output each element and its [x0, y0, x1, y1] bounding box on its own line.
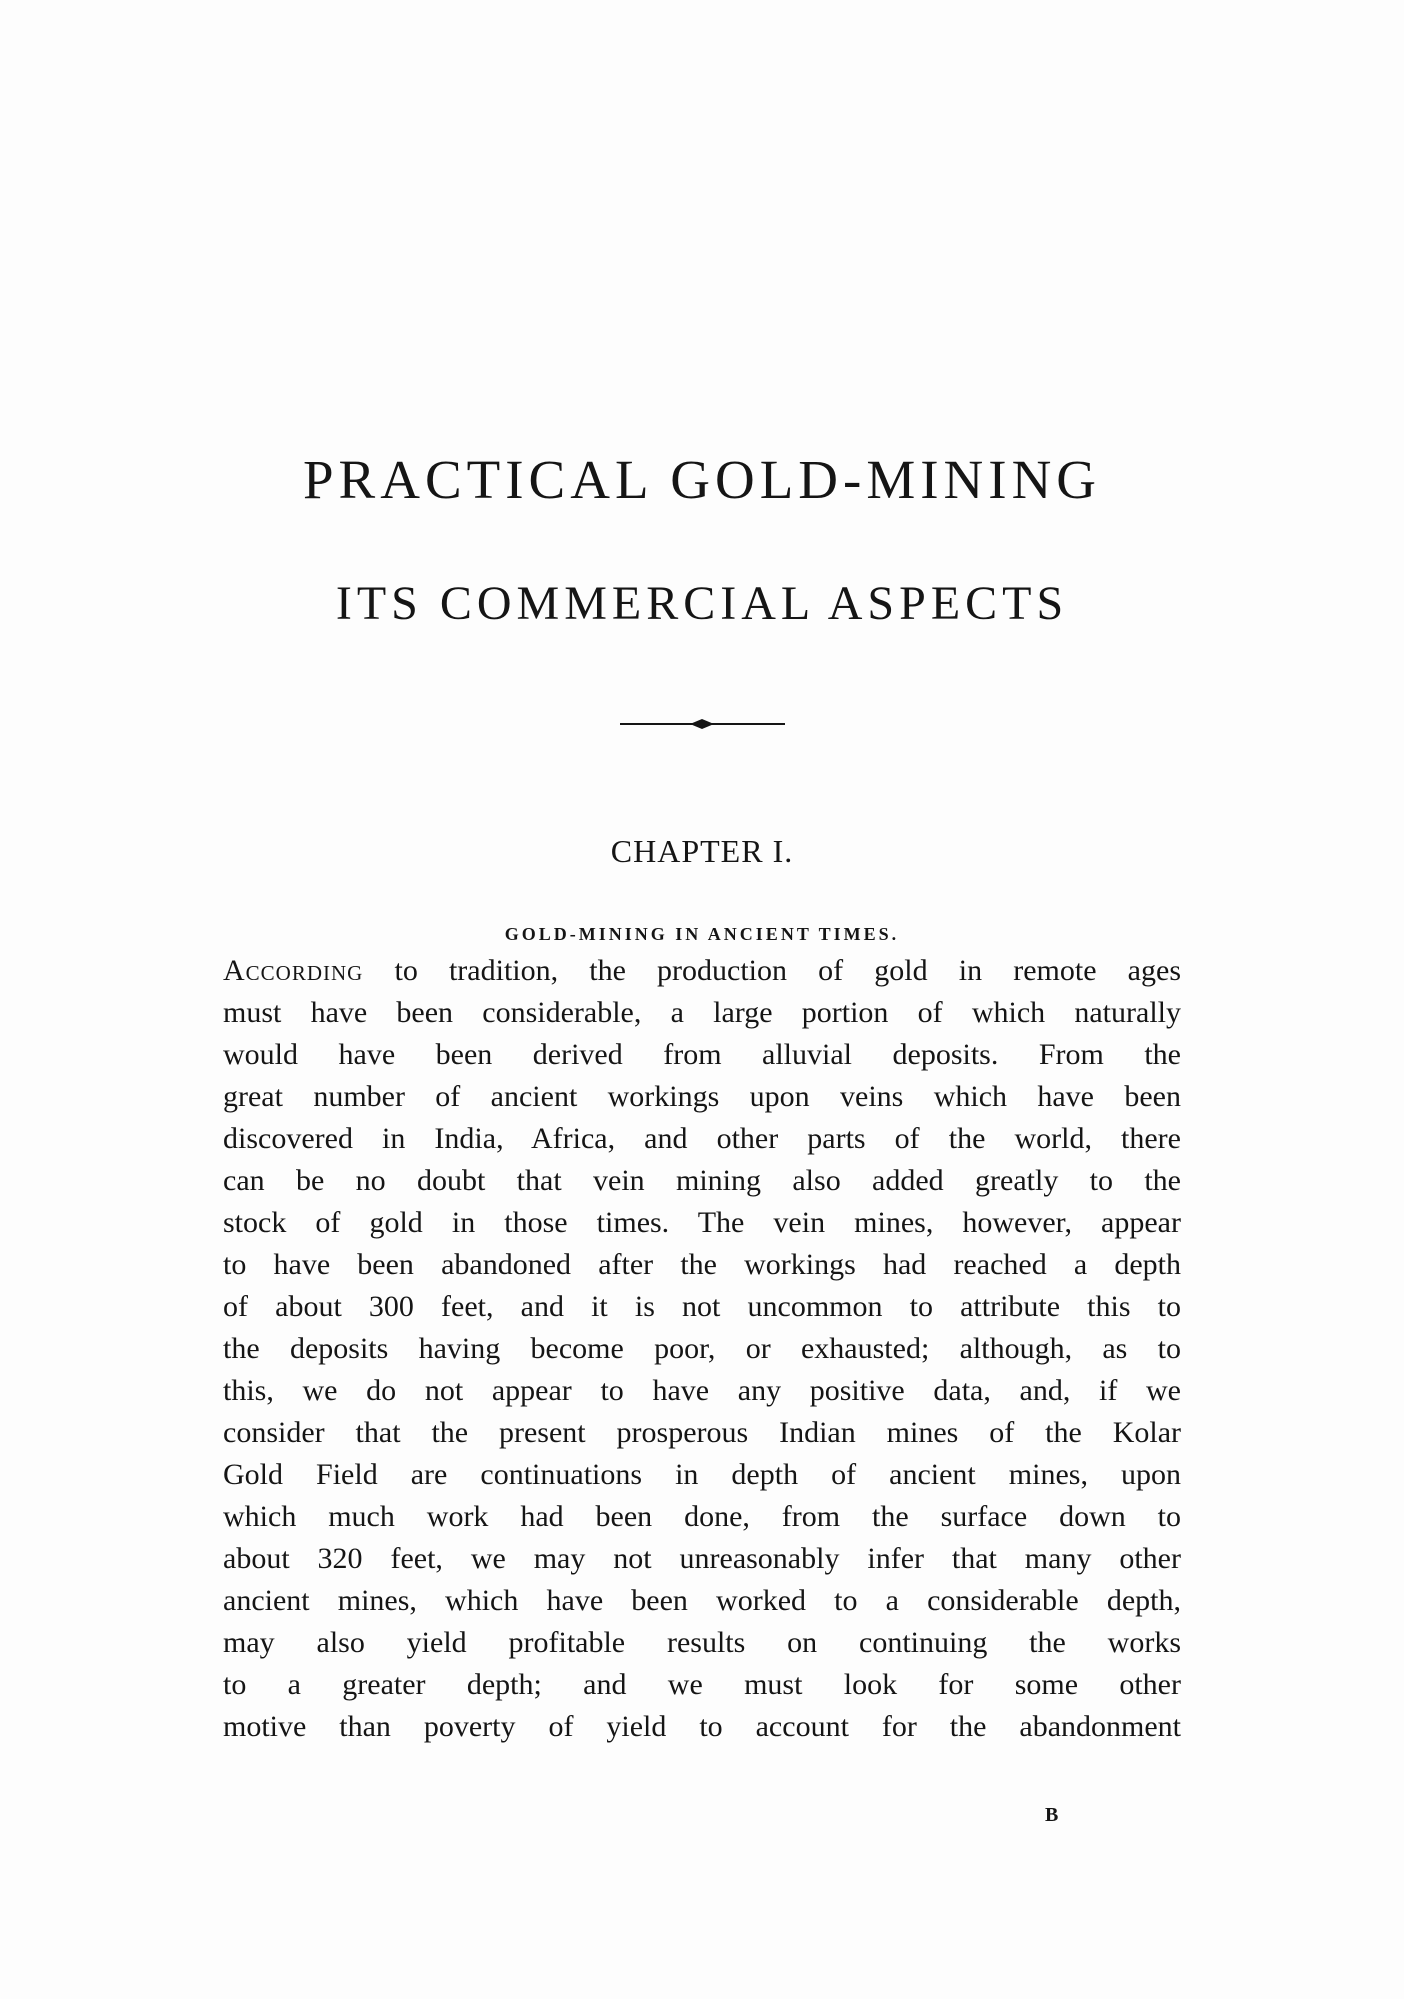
- text-line: stock of gold in those times. The vein mines, however, appear: [223, 1206, 1181, 1239]
- book-subtitle: ITS COMMERCIAL ASPECTS: [335, 577, 1069, 630]
- text-line: ancient mines, which have been worked to a considerable depth,: [223, 1584, 1181, 1617]
- text-line: would have been derived from alluvial deposits. From the: [223, 1038, 1181, 1071]
- text-line: can be no doubt that vein mining also added greatly to the: [223, 1164, 1181, 1197]
- text-line: about 320 feet, we may not unreasonably infer that many other: [223, 1542, 1181, 1575]
- text-line: must have been considerable, a large portion of which naturally: [223, 996, 1181, 1029]
- text-line: Gold Field are continuations in depth of ancient mines, upon: [223, 1458, 1181, 1491]
- text-line: the deposits having become poor, or exhausted; although, as to: [223, 1332, 1181, 1365]
- text-line: consider that the present prosperous Indian mines of the Kolar: [223, 1416, 1181, 1449]
- text-line: which much work had been done, from the surface down to: [223, 1500, 1181, 1533]
- lead-word: According: [223, 954, 364, 987]
- text-line: this, we do not appear to have any positive data, and, if we: [223, 1374, 1181, 1407]
- chapter-title: GOLD-MINING IN ANCIENT TIMES.: [504, 924, 900, 944]
- ornament-divider: [620, 716, 785, 732]
- text-line: may also yield profitable results on continuing the works: [223, 1626, 1181, 1659]
- signature-mark: B: [1045, 1804, 1059, 1826]
- book-title: PRACTICAL GOLD-MINING: [302, 449, 1102, 510]
- text-line: to have been abandoned after the workings had reached a depth: [223, 1248, 1181, 1281]
- text-line: According to tradition, the production of gold in remote ages: [223, 954, 1181, 987]
- text-line: motive than poverty of yield to account for the abandonment: [223, 1710, 1181, 1743]
- text-line: discovered in India, Africa, and other parts of the world, there: [223, 1122, 1181, 1155]
- text-line: great number of ancient workings upon veins which have been: [223, 1080, 1181, 1113]
- text-line: of about 300 feet, and it is not uncommon to attribute this to: [223, 1290, 1181, 1323]
- text-line: to a greater depth; and we must look for some other: [223, 1668, 1181, 1701]
- chapter-heading: CHAPTER I.: [610, 833, 794, 869]
